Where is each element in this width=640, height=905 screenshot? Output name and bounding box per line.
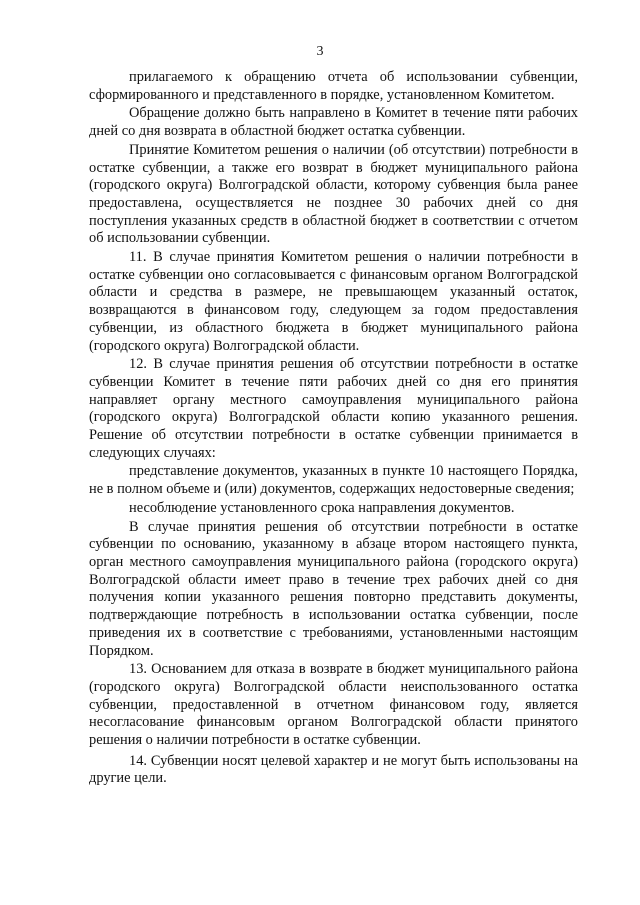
- paragraph: несоблюдение установленного срока направления документов.: [129, 499, 515, 516]
- paragraph: В случае принятия решения об отсутствии потребности в остатке субвенции по основанию, указанному в абзаце втором настоящего пункта, орган местного самоуправления муниципального района (городского округа) Волгоградской области имеет право в течение трех рабочих дней со дня получения копии указанного решения повторно представить документы, подтверждающие потребность в использовании остатка субвенции, после приведения их в соответствие с требованиями, установленными настоящим Порядком.: [89, 518, 578, 659]
- paragraph: представление документов, указанных в пункте 10 настоящего Порядка, не в полном объеме и (или) документов, содержащих недостоверные сведения;: [89, 463, 578, 498]
- paragraph: Обращение должно быть направлено в Комитет в течение пяти рабочих дней со дня возврата в областной бюджет остатка субвенции.: [89, 105, 578, 140]
- paragraph: Принятие Комитетом решения о наличии (об отсутствии) потребности в остатке субвенции, а также его возврат в бюджет муниципального района (городского округа) Волгоградской области, которому субвенция была ранее предоставлена, осуществляется не позднее 30 рабочих дней со дня поступления указанных средств в областной бюджет в соответствии с отчетом об использовании субвенции.: [89, 141, 578, 247]
- paragraph: прилагаемого к обращению отчета об использовании субвенции, сформированного и представленного в порядке, установленном Комитетом.: [89, 69, 578, 103]
- document-body: [89, 69, 578, 789]
- paragraph: 14. Субвенции носят целевой характер и не могут быть использованы на другие цели.: [89, 752, 578, 787]
- paragraph: 11. В случае принятия Комитетом решения о наличии потребности в остатке субвенции оно согласовывается с финансовым органом Волгоградской области и средства в размере, не превышающем указанный остаток, возвращаются в финансовом году, следующем за годом предоставления субвенции, из областного бюджета в бюджет муниципального района (городского округа) Волгоградской области.: [89, 249, 578, 354]
- paragraph: 12. В случае принятия решения об отсутствии потребности в остатке субвенции Комитет в течение пяти рабочих дней со дня его принятия направляет органу местного самоуправления муниципального района (городского округа) Волгоградской области копию указанного решения. Решение об отсутствии потребности в остатке субвенции принимается в следующих случаях:: [89, 356, 578, 461]
- paragraph: 13. Основанием для отказа в возврате в бюджет муниципального района (городского округа) Волгоградской области неиспользованного остатка субвенции, предоставленной в отчетном финансовом году, является несогласование финансовым органом Волгоградской области принятого решения о наличии потребности в остатке субвенции.: [89, 661, 578, 749]
- page-number: 3: [316, 44, 324, 59]
